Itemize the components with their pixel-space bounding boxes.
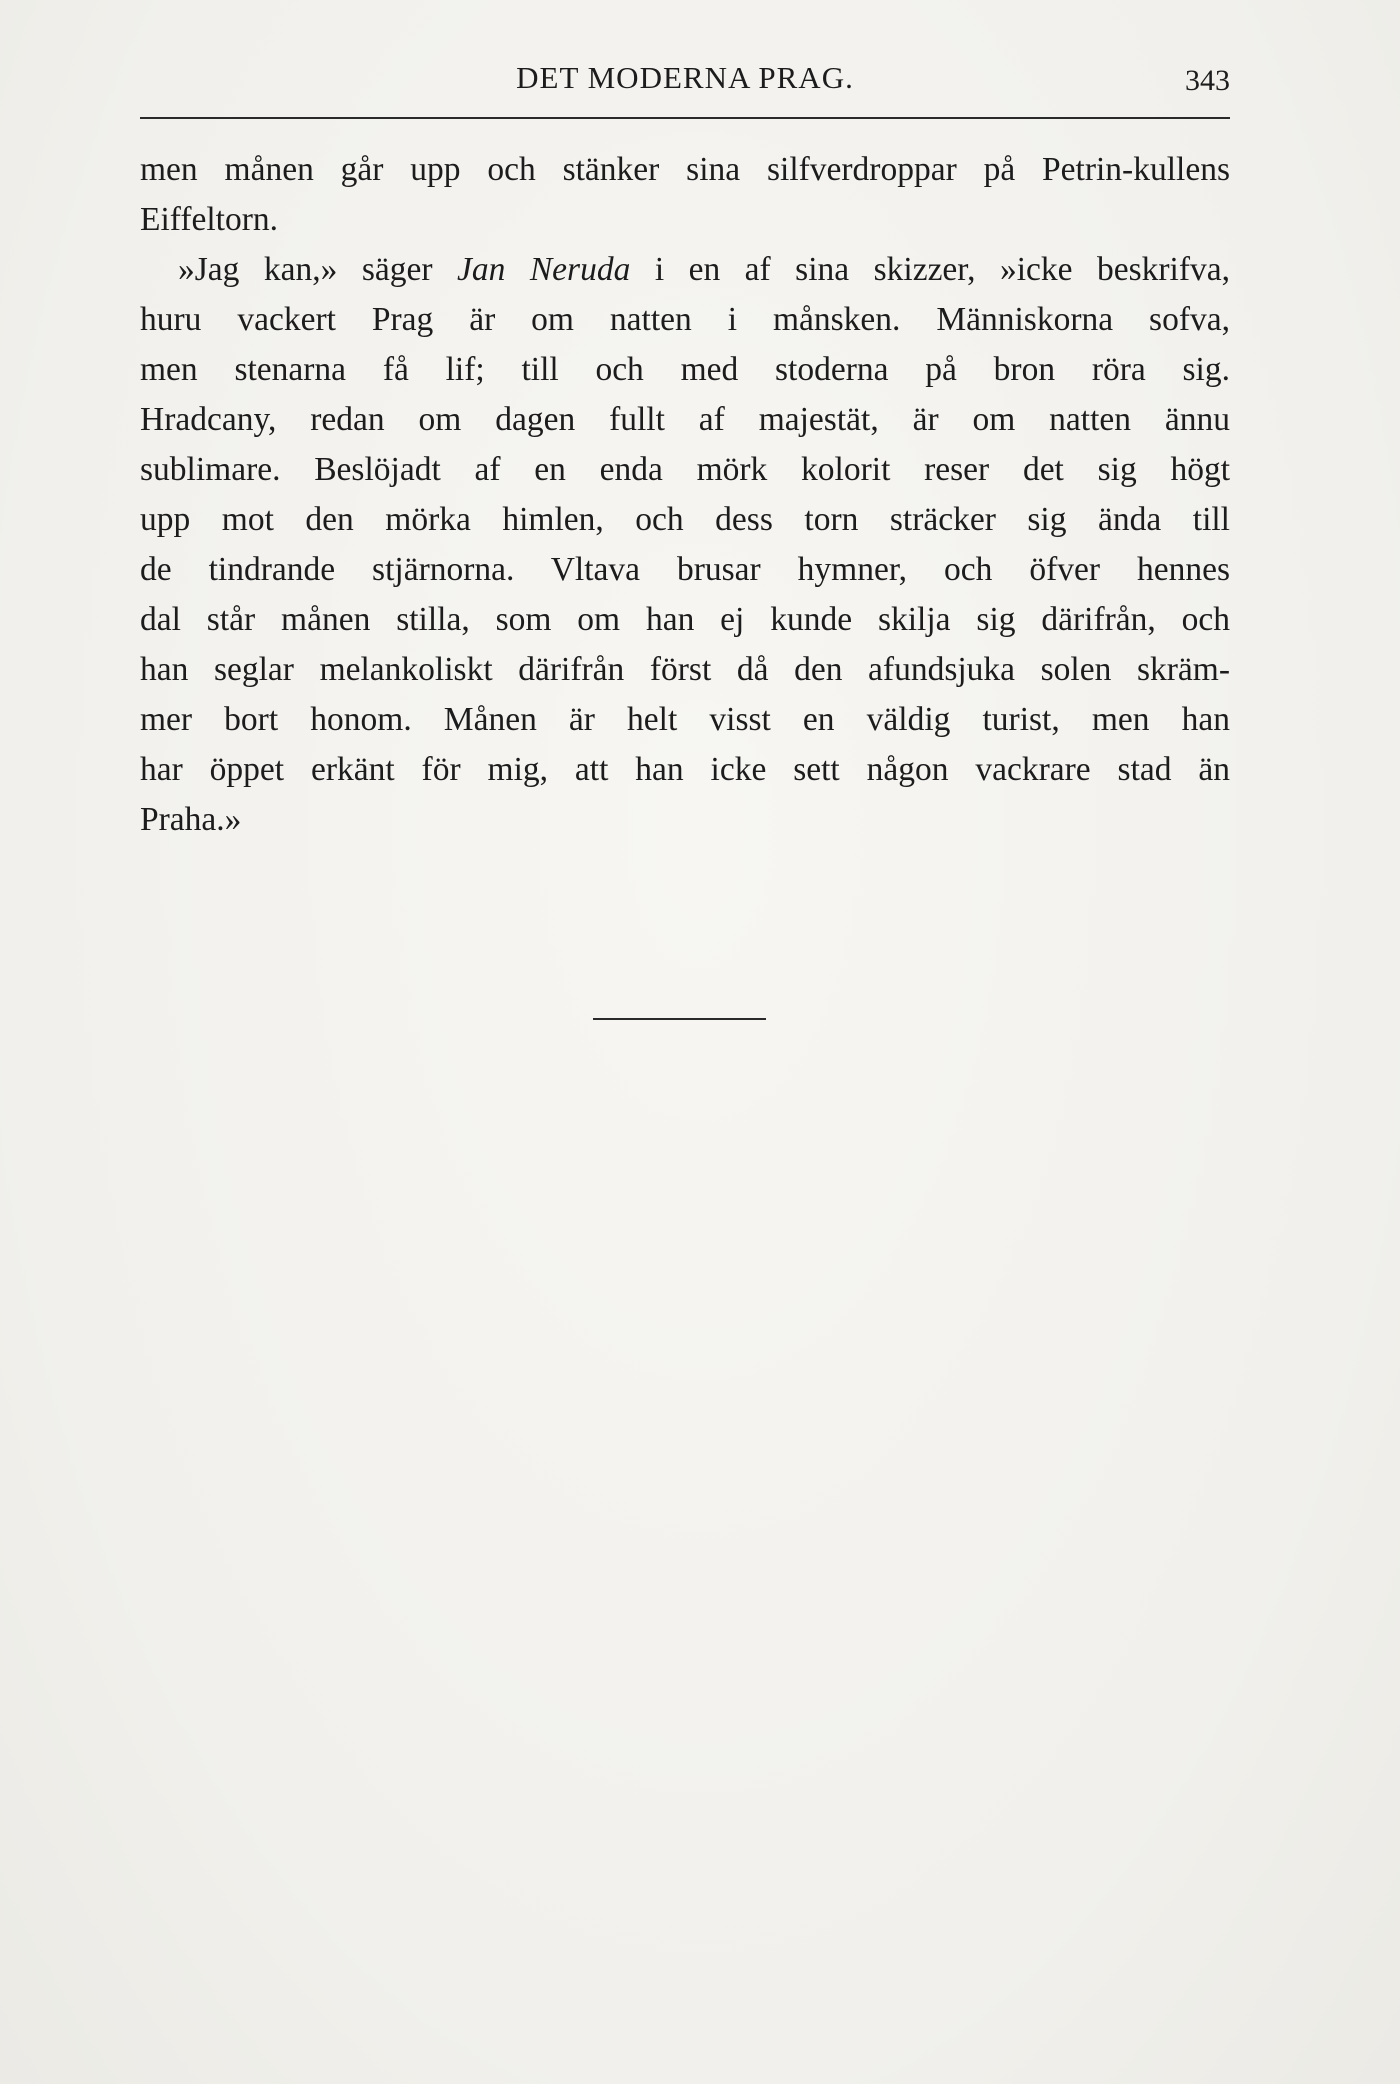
running-title: DET MODERNA PRAG. xyxy=(516,60,854,95)
body-text xyxy=(140,145,1230,845)
text-segment: »Jag kan,» säger xyxy=(178,251,433,288)
text-line: men månen går upp och stänker sina silfverdroppar på Petrin-kullens xyxy=(140,151,1230,188)
text-line: huru vackert Prag är om natten i månsken. Människorna sofva, xyxy=(140,301,1230,338)
text-line: dal står månen stilla, som om han ej kunde skilja sig därifrån, och xyxy=(140,601,1230,638)
text-segment: i en af sina skizzer, »icke beskrifva, xyxy=(654,251,1230,288)
end-rule xyxy=(593,1018,766,1020)
italic-author-name: Jan Neruda xyxy=(457,251,631,288)
header-rule xyxy=(140,117,1230,119)
running-head xyxy=(140,60,1230,104)
text-line: Hradcany, redan om dagen fullt af majestät, är om natten ännu xyxy=(140,401,1230,438)
text-line: sublimare. Beslöjadt af en enda mörk kolorit reser det sig högt xyxy=(140,451,1230,488)
text-line xyxy=(140,245,1230,295)
text-line: Praha.» xyxy=(140,801,242,838)
text-line: har öppet erkänt för mig, att han icke sett någon vackrare stad än xyxy=(140,751,1230,788)
text-line: men stenarna få lif; till och med stoderna på bron röra sig. xyxy=(140,351,1230,388)
text-line: de tindrande stjärnorna. Vltava brusar hymner, och öfver hennes xyxy=(140,551,1230,588)
page-number: 343 xyxy=(1185,64,1230,97)
text-line: Eiffeltorn. xyxy=(140,201,278,238)
text-line: mer bort honom. Månen är helt visst en väldig turist, men han xyxy=(140,701,1230,738)
text-line: upp mot den mörka himlen, och dess torn sträcker sig ända till xyxy=(140,501,1230,538)
text-line: han seglar melankoliskt därifrån först då den afundsjuka solen skräm- xyxy=(140,651,1230,688)
